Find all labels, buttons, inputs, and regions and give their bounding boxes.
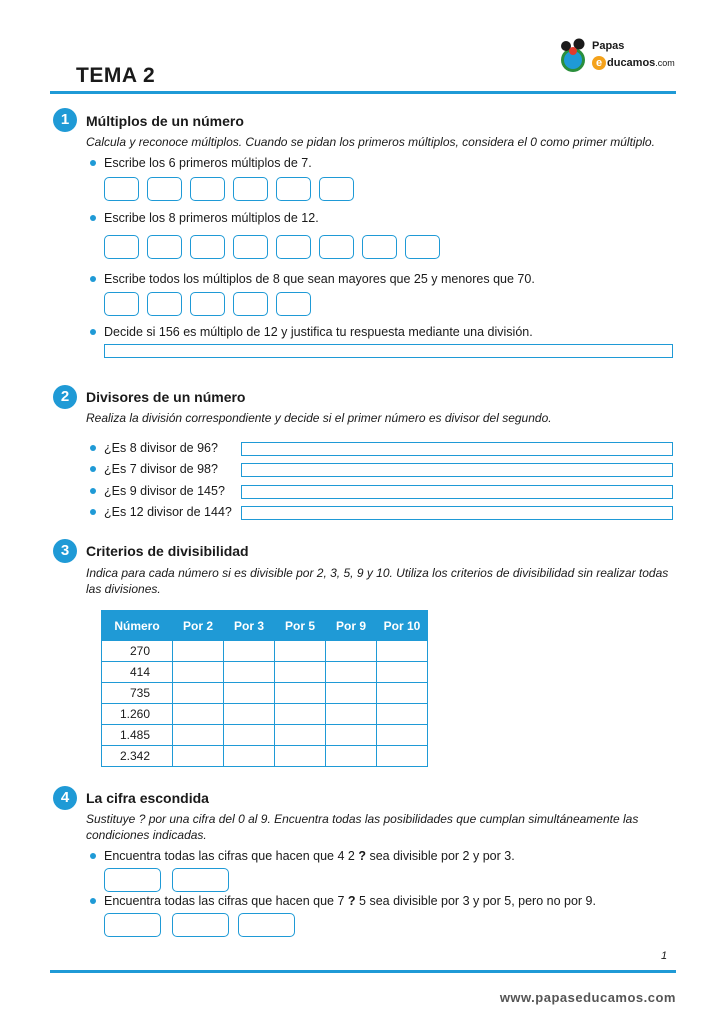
answer-box[interactable]: [238, 913, 295, 937]
col-header-por-9: Por 9: [326, 611, 377, 641]
answer-box[interactable]: [190, 235, 225, 259]
answer-box[interactable]: [104, 913, 161, 937]
row-number: 1.260: [102, 704, 173, 725]
answer-box[interactable]: [233, 235, 268, 259]
table-cell[interactable]: [377, 683, 428, 704]
row-number: 1.485: [102, 725, 173, 746]
table-cell[interactable]: [275, 704, 326, 725]
table-row: [102, 662, 428, 683]
header-divider: [50, 91, 676, 94]
table-cell[interactable]: [173, 725, 224, 746]
s1-item-1: Escribe los 6 primeros múltiplos de 7.: [90, 156, 312, 171]
answer-box[interactable]: [276, 235, 311, 259]
table-cell[interactable]: [224, 704, 275, 725]
table-cell[interactable]: [224, 725, 275, 746]
table-cell[interactable]: [377, 662, 428, 683]
row-number: 2.342: [102, 746, 173, 767]
answer-line[interactable]: [104, 344, 673, 358]
answer-box[interactable]: [362, 235, 397, 259]
table-cell[interactable]: [224, 641, 275, 662]
table-row: [102, 746, 428, 767]
table-cell[interactable]: [326, 746, 377, 767]
answer-box[interactable]: [172, 868, 229, 892]
table-cell[interactable]: [377, 704, 428, 725]
section-2-instruction: Realiza la división correspondiente y decide si el primer número es divisor del segundo.: [86, 411, 552, 425]
table-cell[interactable]: [377, 641, 428, 662]
answer-box[interactable]: [104, 177, 139, 201]
answer-box[interactable]: [405, 235, 440, 259]
answer-box[interactable]: [172, 913, 229, 937]
table-cell[interactable]: [275, 683, 326, 704]
s1-item-4: Decide si 156 es múltiplo de 12 y justifica tu respuesta mediante una división.: [90, 325, 533, 340]
table-cell[interactable]: [173, 683, 224, 704]
table-cell[interactable]: [275, 725, 326, 746]
section-1-number: 1: [53, 108, 77, 132]
s4-item-2: Encuentra todas las cifras que hacen que 7 ? 5 sea divisible por 3 y por 5, pero no por 9.: [90, 894, 596, 909]
family-logo-icon: [556, 36, 590, 74]
answer-box[interactable]: [104, 292, 139, 316]
row-number: 414: [102, 662, 173, 683]
table-cell[interactable]: [224, 662, 275, 683]
col-header-por-10: Por 10: [377, 611, 428, 641]
logo-text-educamos: e ducamos.com: [592, 56, 675, 70]
table-cell[interactable]: [224, 683, 275, 704]
section-1-title: Múltiplos de un número: [86, 113, 244, 129]
s2-item-2: ¿Es 7 divisor de 98?: [90, 462, 218, 477]
col-header-por-3: Por 3: [224, 611, 275, 641]
answer-box[interactable]: [104, 235, 139, 259]
section-2-title: Divisores de un número: [86, 389, 246, 405]
s2-item-3: ¿Es 9 divisor de 145?: [90, 484, 225, 499]
table-cell[interactable]: [173, 704, 224, 725]
section-4-instruction: Sustituye ? por una cifra del 0 al 9. Encuentra todas las posibilidades que cumplan simultáneamente las condiciones indicadas.: [86, 812, 639, 842]
papaseducamos-logo: [556, 36, 686, 76]
answer-line[interactable]: [241, 506, 673, 520]
table-cell[interactable]: [326, 725, 377, 746]
col-header-numero: Número: [102, 611, 173, 641]
answer-box[interactable]: [147, 292, 182, 316]
answer-box[interactable]: [233, 292, 268, 316]
table-cell[interactable]: [326, 683, 377, 704]
hidden-digit-mark: ?: [358, 849, 366, 863]
table-header-row: [102, 611, 428, 641]
table-cell[interactable]: [275, 746, 326, 767]
answer-box[interactable]: [276, 292, 311, 316]
col-header-por-2: Por 2: [173, 611, 224, 641]
table-row: [102, 641, 428, 662]
row-number: 735: [102, 683, 173, 704]
table-cell[interactable]: [224, 746, 275, 767]
page-title: TEMA 2: [76, 64, 156, 87]
footer-divider: [50, 970, 676, 973]
answer-line[interactable]: [241, 463, 673, 477]
s4-item-1: Encuentra todas las cifras que hacen que 4 2 ? sea divisible por 2 y por 3.: [90, 849, 515, 864]
section-3-title: Criterios de divisibilidad: [86, 543, 249, 559]
s2-item-1: ¿Es 8 divisor de 96?: [90, 441, 218, 456]
section-1-instruction: Calcula y reconoce múltiplos. Cuando se pidan los primeros múltiplos, considera el 0 como primer múltiplo.: [86, 135, 655, 149]
table-cell[interactable]: [173, 641, 224, 662]
section-2-number: 2: [53, 385, 77, 409]
section-3-instruction: Indica para cada número si es divisible por 2, 3, 5, 9 y 10. Utiliza los criterios de divisibilidad sin realizar todas las divisiones.: [86, 566, 669, 596]
table-row: [102, 683, 428, 704]
hidden-digit-mark: ?: [347, 894, 356, 908]
table-cell[interactable]: [377, 746, 428, 767]
page-number: 1: [661, 950, 668, 962]
answer-box[interactable]: [147, 235, 182, 259]
table-row: [102, 725, 428, 746]
answer-box[interactable]: [104, 868, 161, 892]
table-cell[interactable]: [326, 662, 377, 683]
answer-box[interactable]: [147, 177, 182, 201]
footer-url: www.papaseducamos.com: [499, 990, 676, 1005]
table-cell[interactable]: [326, 641, 377, 662]
s1-item-2: Escribe los 8 primeros múltiplos de 12.: [90, 211, 319, 226]
table-row: [102, 704, 428, 725]
section-4-title: La cifra escondida: [86, 790, 209, 806]
s2-item-4: ¿Es 12 divisor de 144?: [90, 505, 232, 520]
section-4-number: 4: [53, 786, 77, 810]
table-cell[interactable]: [377, 725, 428, 746]
table-cell[interactable]: [275, 662, 326, 683]
divisibility-table: [101, 610, 428, 767]
section-3-number: 3: [53, 539, 77, 563]
s1-item-3: Escribe todos los múltiplos de 8 que sean mayores que 25 y menores que 70.: [90, 272, 535, 287]
table-cell[interactable]: [173, 746, 224, 767]
row-number: 270: [102, 641, 173, 662]
table-cell[interactable]: [326, 704, 377, 725]
answer-line[interactable]: [241, 442, 673, 456]
answer-box[interactable]: [319, 177, 354, 201]
table-cell[interactable]: [173, 662, 224, 683]
logo-text-papas: Papas: [592, 40, 625, 52]
answer-box[interactable]: [233, 177, 268, 201]
col-header-por-5: Por 5: [275, 611, 326, 641]
answer-line[interactable]: [241, 485, 673, 499]
answer-box[interactable]: [190, 292, 225, 316]
answer-box[interactable]: [276, 177, 311, 201]
answer-box[interactable]: [319, 235, 354, 259]
answer-box[interactable]: [190, 177, 225, 201]
table-cell[interactable]: [275, 641, 326, 662]
